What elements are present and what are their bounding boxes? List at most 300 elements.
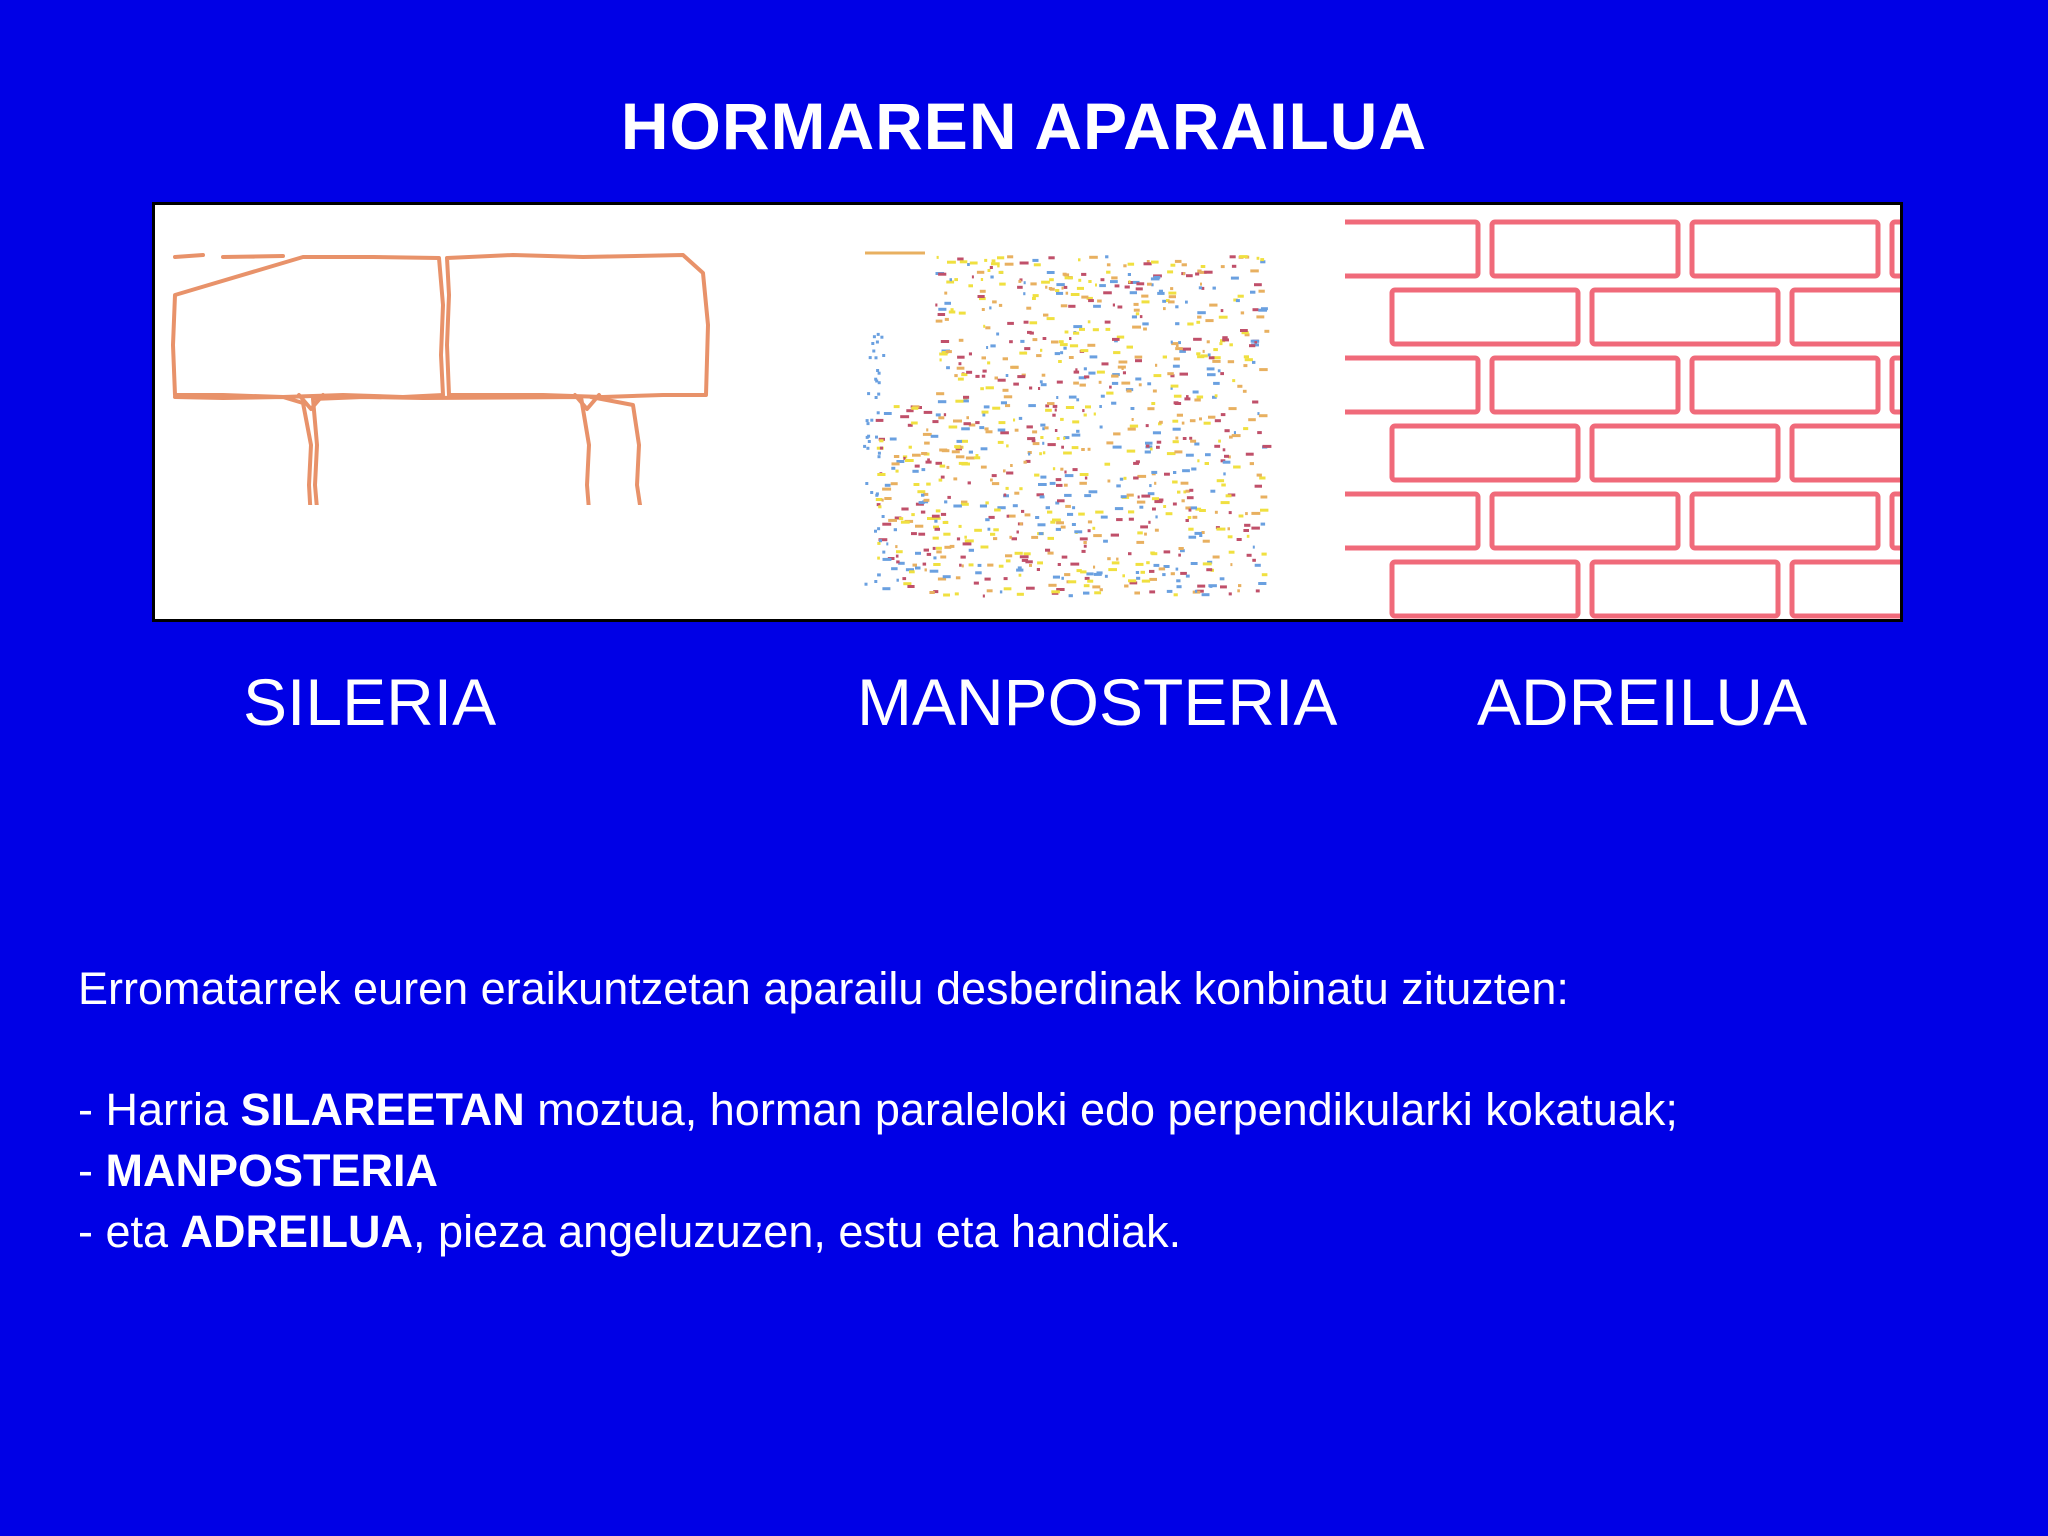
- rubble-speckle: [1171, 341, 1173, 344]
- rubble-speckle: [1076, 398, 1079, 401]
- rubble-speckle: [1169, 295, 1176, 298]
- rubble-speckle: [1003, 389, 1009, 392]
- rubble-speckle: [1189, 437, 1192, 440]
- rubble-speckle: [1000, 590, 1002, 593]
- rubble-speckle: [1039, 532, 1044, 535]
- rubble-speckle: [1105, 321, 1111, 324]
- rubble-speckle: [981, 447, 988, 450]
- rubble-speckle: [1032, 259, 1038, 262]
- rubble-speckle: [891, 567, 898, 570]
- rubble-speckle: [1137, 531, 1143, 534]
- rubble-speckle: [1003, 469, 1006, 472]
- rubble-speckle: [1147, 283, 1152, 286]
- rubble-speckle: [986, 346, 988, 349]
- rubble-speckle: [1047, 511, 1052, 514]
- rubble-speckle: [1260, 258, 1264, 261]
- rubble-speckle: [939, 449, 947, 452]
- rubble-speckle: [1113, 446, 1122, 449]
- rubble-speckle: [1086, 572, 1093, 575]
- rubble-speckle: [1061, 526, 1066, 529]
- rubble-speckle: [1094, 591, 1101, 594]
- rubble-speckle: [1125, 286, 1130, 289]
- rubble-speckle: [1064, 286, 1068, 289]
- rubble-speckle: [1051, 590, 1060, 593]
- rubble-speckle: [1171, 264, 1176, 267]
- rubble-speckle: [1081, 273, 1086, 276]
- rubble-speckle: [1178, 554, 1181, 557]
- rubble-speckle: [1168, 292, 1176, 295]
- rubble-speckle: [1061, 577, 1064, 580]
- label-manposteria: MANPOSTERIA: [857, 665, 1338, 739]
- rubble-speckle: [1207, 340, 1210, 343]
- rubble-speckle: [1019, 487, 1022, 490]
- rubble-speckle: [955, 592, 959, 595]
- rubble-speckle: [979, 426, 984, 429]
- rubble-speckle: [1072, 506, 1075, 509]
- rubble-speckle: [1038, 483, 1047, 486]
- rubble-speckle: [884, 412, 892, 415]
- rubble-speckle: [956, 455, 965, 458]
- rubble-speckle: [870, 491, 873, 494]
- rubble-speckle: [921, 452, 927, 455]
- rubble-speckle: [988, 528, 991, 531]
- rubble-speckle: [1159, 290, 1163, 293]
- rubble-speckle: [1056, 478, 1062, 481]
- rubble-speckle: [1053, 576, 1060, 579]
- rubble-speckle: [1019, 574, 1022, 577]
- rubble-speckle: [863, 445, 866, 448]
- rubble-speckle: [943, 533, 950, 536]
- rubble-speckle: [1035, 516, 1039, 519]
- rubble-speckle: [1230, 563, 1232, 566]
- rubble-speckle: [1173, 440, 1179, 443]
- rubble-speckle: [1239, 255, 1248, 258]
- rubble-speckle: [935, 304, 937, 307]
- rubble-speckle: [1244, 355, 1249, 358]
- rubble-speckle: [1030, 332, 1034, 335]
- rubble-speckle: [1255, 485, 1262, 488]
- rubble-speckle: [1132, 315, 1137, 318]
- rubble-speckle: [911, 407, 918, 410]
- rubble-speckle: [1195, 532, 1202, 535]
- rubble-speckle: [1252, 401, 1258, 404]
- rubble-speckle: [1230, 255, 1236, 258]
- rubble-speckle: [1084, 494, 1091, 497]
- rubble-speckle: [1237, 385, 1242, 388]
- rubble-speckle: [1080, 349, 1088, 352]
- rubble-speckle: [877, 411, 880, 414]
- rubble-speckle: [1127, 494, 1134, 497]
- rubble-speckle: [1079, 328, 1085, 331]
- rubble-speckle: [1108, 480, 1111, 483]
- rubble-speckle: [1173, 471, 1176, 474]
- rubble-speckle: [1203, 562, 1212, 565]
- rubble-speckle: [1103, 291, 1112, 294]
- rubble-speckle: [1013, 504, 1018, 507]
- rubble-speckle: [1092, 527, 1095, 530]
- rubble-speckle: [978, 564, 982, 567]
- rubble-speckle: [1060, 351, 1063, 354]
- rubble-speckle: [1033, 442, 1040, 445]
- rubble-speckle: [1245, 358, 1253, 361]
- label-adreilua: ADREILUA: [1477, 665, 1808, 739]
- rubble-speckle: [1186, 454, 1194, 457]
- rubble-speckle: [934, 520, 937, 523]
- rubble-speckle: [1259, 477, 1265, 480]
- rubble-speckle: [1005, 404, 1010, 407]
- rubble-speckle: [877, 542, 880, 545]
- rubble-speckle: [1004, 395, 1012, 398]
- rubble-speckle: [1048, 552, 1054, 555]
- rubble-speckle: [1024, 347, 1030, 350]
- ashlar-block-bottom-right: [591, 397, 703, 505]
- rubble-speckle: [1106, 441, 1113, 444]
- rubble-speckle: [1222, 338, 1229, 341]
- brick: [1892, 494, 1903, 548]
- rubble-speckle: [1243, 364, 1247, 367]
- rubble-speckle: [1177, 414, 1183, 417]
- rubble-speckle: [1041, 281, 1050, 284]
- rubble-speckle: [1173, 428, 1181, 431]
- rubble-speckle: [1234, 431, 1236, 434]
- rubble-speckle: [882, 587, 890, 590]
- rubble-speckle: [998, 379, 1006, 382]
- rubble-speckle: [907, 585, 914, 588]
- rubble-speckle: [1122, 574, 1125, 577]
- rubble-speckle: [935, 528, 941, 531]
- rubble-speckle: [1195, 273, 1199, 276]
- rubble-speckle: [1056, 396, 1058, 399]
- rubble-speckle: [1247, 554, 1252, 557]
- rubble-speckle: [1250, 291, 1255, 294]
- rubble-speckle: [878, 381, 881, 384]
- rubble-speckle: [964, 536, 967, 539]
- rubble-speckle: [879, 439, 883, 442]
- rubble-speckle: [877, 527, 880, 530]
- rubble-speckle: [1069, 356, 1074, 359]
- rubble-speckle: [950, 278, 953, 281]
- rubble-speckle: [1006, 374, 1009, 377]
- rubble-speckle: [1213, 287, 1216, 290]
- rubble-speckle: [1040, 436, 1043, 439]
- rubble-speckle: [1107, 557, 1111, 560]
- rubble-speckle: [1088, 529, 1091, 532]
- rubble-speckle: [1191, 562, 1198, 565]
- rubble-speckle: [905, 459, 914, 462]
- rubble-speckle: [981, 466, 987, 469]
- rubble-speckle: [1177, 585, 1182, 588]
- rubble-speckle: [1061, 304, 1068, 307]
- rubble-speckle: [1154, 276, 1161, 279]
- rubble-speckle: [1152, 508, 1156, 511]
- rubble-speckle: [1105, 255, 1108, 258]
- rubble-speckle: [940, 358, 942, 361]
- rubble-speckle: [878, 452, 881, 455]
- rubble-speckle: [1145, 442, 1153, 445]
- rubble-speckle: [1141, 295, 1148, 298]
- rubble-speckle: [1050, 482, 1056, 485]
- brick: [1692, 358, 1878, 412]
- rubble-speckle: [1149, 484, 1151, 487]
- rubble-speckle: [1151, 471, 1157, 474]
- rubble-speckle: [933, 556, 936, 559]
- rubble-speckle: [966, 457, 975, 460]
- rubble-speckle: [1053, 467, 1055, 470]
- rubble-speckle: [1248, 418, 1256, 421]
- rubble-speckle: [923, 433, 932, 436]
- rubble-speckle: [1194, 443, 1199, 446]
- rubble-speckle: [1088, 372, 1095, 375]
- rubble-speckle: [922, 468, 926, 471]
- rubble-speckle: [868, 440, 871, 443]
- rubble-speckle: [1087, 580, 1093, 583]
- rubble-speckle: [1017, 531, 1019, 534]
- rubble-speckle: [1179, 547, 1184, 550]
- rubble-speckle: [1113, 304, 1115, 307]
- rubble-speckle: [1058, 563, 1061, 566]
- rubble-speckle: [1084, 375, 1089, 378]
- rubble-speckle: [1257, 474, 1262, 477]
- rubble-speckle: [1095, 511, 1103, 514]
- rubble-speckle: [1153, 431, 1161, 434]
- rubble-speckle: [1033, 338, 1038, 341]
- rubble-speckle: [924, 411, 933, 414]
- rubble-speckle: [1142, 300, 1150, 303]
- rubble-speckle: [1018, 280, 1021, 283]
- rubble-speckle: [1240, 329, 1248, 332]
- rubble-speckle: [943, 575, 951, 578]
- rubble-speckle: [969, 451, 973, 454]
- rubble-speckle: [1136, 460, 1140, 463]
- rubble-speckle: [1106, 392, 1113, 395]
- rubble-speckle: [1056, 521, 1064, 524]
- rubble-speckle: [1103, 540, 1108, 543]
- rubble-speckle: [1232, 434, 1241, 437]
- brick: [1592, 290, 1778, 344]
- rubble-speckle: [1010, 366, 1019, 369]
- rubble-speckle: [1027, 437, 1035, 440]
- rubble-speckle: [1182, 499, 1185, 502]
- rubble-speckle: [985, 427, 989, 430]
- rubble-speckle: [1030, 282, 1036, 285]
- rubble-speckle: [960, 260, 968, 263]
- rubble-speckle: [1033, 294, 1039, 297]
- rubble-speckle: [1146, 424, 1149, 427]
- rubble-speckle: [924, 442, 930, 445]
- rubble-speckle: [1108, 568, 1117, 571]
- rubble-speckle: [1076, 430, 1079, 433]
- rubble-speckle: [1243, 390, 1247, 393]
- rubble-speckle: [1136, 287, 1143, 290]
- rubble-speckle: [915, 525, 923, 528]
- rubble-speckle: [982, 308, 985, 311]
- rubble-speckle: [957, 258, 963, 261]
- rubble-speckle: [1241, 311, 1244, 314]
- rubble-speckle: [938, 313, 946, 316]
- rubble-speckle: [936, 547, 942, 550]
- rubble-speckle: [1062, 287, 1064, 290]
- bullet-suffix: moztua, horman paraleloki edo perpendikularki kokatuak;: [524, 1084, 1678, 1135]
- rubble-speckle: [1000, 431, 1009, 434]
- rubble-speckle: [1069, 396, 1077, 399]
- rubble-speckle: [1237, 589, 1240, 592]
- sileria-wall-illustration: [163, 245, 723, 505]
- rubble-speckle: [1028, 404, 1036, 407]
- rubble-speckle: [1025, 560, 1032, 563]
- rubble-speckle: [1126, 390, 1131, 393]
- rubble-speckle: [944, 302, 951, 305]
- rubble-speckle: [1204, 422, 1211, 425]
- rubble-speckle: [1045, 286, 1047, 289]
- rubble-speckle: [1191, 468, 1196, 471]
- rubble-speckle: [1137, 475, 1146, 478]
- rubble-speckle: [1175, 402, 1181, 405]
- rubble-speckle: [1049, 287, 1052, 290]
- rubble-speckle: [1118, 366, 1126, 369]
- rubble-speckle: [1083, 541, 1086, 544]
- rubble-speckle: [978, 295, 985, 298]
- rubble-speckle: [1163, 356, 1167, 359]
- rubble-speckle: [1112, 382, 1118, 385]
- rubble-speckle: [1209, 304, 1217, 307]
- manposteria-wall-illustration: [855, 245, 1295, 605]
- rubble-speckle: [1229, 511, 1232, 514]
- rubble-speckle: [1121, 495, 1127, 498]
- rubble-speckle: [1083, 592, 1089, 595]
- rubble-speckle: [1148, 521, 1150, 524]
- rubble-speckle: [1090, 355, 1098, 358]
- rubble-speckle: [932, 420, 938, 423]
- rubble-speckle: [1208, 416, 1215, 419]
- rubble-speckle: [1087, 344, 1095, 347]
- rubble-speckle: [1018, 566, 1022, 569]
- rubble-speckle: [1238, 584, 1241, 587]
- rubble-speckle: [1013, 383, 1019, 386]
- bullet-bold: SILAREETAN: [240, 1084, 525, 1135]
- rubble-speckle: [957, 440, 963, 443]
- rubble-speckle: [1172, 481, 1178, 484]
- rubble-speckle: [918, 533, 925, 536]
- rubble-speckle: [1020, 262, 1029, 265]
- rubble-speckle: [1095, 284, 1097, 287]
- rubble-speckle: [915, 567, 921, 570]
- rubble-speckle: [1085, 405, 1091, 408]
- rubble-speckle: [902, 577, 906, 580]
- rubble-speckle: [1155, 529, 1159, 532]
- rubble-speckle: [999, 283, 1006, 286]
- rubble-speckle: [930, 570, 939, 573]
- rubble-speckle: [1046, 506, 1050, 509]
- rubble-speckle: [1036, 354, 1041, 357]
- rubble-speckle: [1253, 546, 1255, 549]
- rubble-speckle: [1034, 263, 1041, 266]
- rubble-speckle: [1020, 522, 1023, 525]
- rubble-speckle: [879, 539, 882, 542]
- rubble-speckle: [1250, 269, 1259, 272]
- rubble-speckle: [1202, 593, 1210, 596]
- rubble-speckle: [975, 421, 979, 424]
- rubble-speckle: [926, 483, 931, 486]
- rubble-speckle: [990, 276, 993, 279]
- rubble-speckle: [1259, 368, 1268, 371]
- rubble-speckle: [876, 419, 884, 422]
- rubble-speckle: [1097, 571, 1103, 574]
- rubble-speckle: [1186, 575, 1190, 578]
- rubble-speckle: [1193, 391, 1199, 394]
- rubble-speckle: [950, 545, 955, 548]
- rubble-speckle: [1105, 575, 1108, 578]
- rubble-speckle: [1164, 473, 1170, 476]
- rubble-speckle: [1047, 402, 1055, 405]
- rubble-speckle: [1119, 361, 1128, 364]
- rubble-speckle: [1139, 383, 1142, 386]
- rubble-speckle: [1193, 338, 1202, 341]
- rubble-speckle: [1173, 503, 1177, 506]
- rubble-speckle: [1007, 322, 1014, 325]
- rubble-speckle: [1172, 420, 1178, 423]
- rubble-speckle: [1213, 348, 1218, 351]
- rubble-speckle: [1229, 592, 1232, 595]
- rubble-speckle: [912, 454, 921, 457]
- rubble-speckle: [992, 407, 1000, 410]
- rubble-speckle: [867, 422, 870, 425]
- rubble-speckle: [1128, 263, 1135, 266]
- rubble-speckle: [1128, 428, 1136, 431]
- rubble-speckle: [923, 563, 927, 566]
- rubble-speckle: [1093, 328, 1099, 331]
- rubble-speckle: [873, 335, 876, 338]
- rubble-speckle: [1059, 340, 1064, 343]
- rubble-speckle: [999, 565, 1004, 568]
- rubble-speckle: [1215, 511, 1218, 514]
- rubble-speckle: [872, 350, 875, 353]
- rubble-speckle: [1063, 347, 1066, 350]
- bullet-manposteria: [78, 1145, 438, 1197]
- rubble-speckle: [992, 474, 997, 477]
- rubble-speckle: [1186, 519, 1189, 522]
- rubble-speckle: [992, 300, 997, 303]
- rubble-speckle: [1040, 380, 1043, 383]
- rubble-speckle: [1259, 414, 1268, 417]
- rubble-speckle: [1123, 264, 1126, 267]
- rubble-speckle: [1089, 490, 1098, 493]
- bullet-prefix: -: [78, 1145, 106, 1196]
- rubble-speckle: [1060, 468, 1063, 471]
- rubble-speckle: [959, 564, 962, 567]
- rubble-speckle: [1228, 535, 1233, 538]
- rubble-speckle: [1254, 283, 1262, 286]
- rubble-speckle: [1162, 573, 1165, 576]
- rubble-speckle: [992, 482, 999, 485]
- rubble-speckle: [1116, 484, 1121, 487]
- rubble-speckle: [1188, 516, 1192, 519]
- rubble-speckle: [1085, 577, 1090, 580]
- rubble-speckle: [1181, 482, 1189, 485]
- rubble-speckle: [1220, 577, 1225, 580]
- rubble-speckle: [1167, 452, 1176, 455]
- rubble-speckle: [1185, 301, 1188, 304]
- rubble-speckle: [1221, 309, 1224, 312]
- rubble-speckle: [961, 503, 969, 506]
- rubble-speckle: [933, 547, 936, 550]
- rubble-speckle: [911, 532, 917, 535]
- rubble-speckle: [1024, 281, 1026, 284]
- rubble-speckle: [963, 396, 969, 399]
- rubble-speckle: [1128, 579, 1136, 582]
- rubble-speckle: [1116, 518, 1123, 521]
- rubble-speckle: [1264, 330, 1269, 333]
- rubble-speckle: [1005, 263, 1014, 266]
